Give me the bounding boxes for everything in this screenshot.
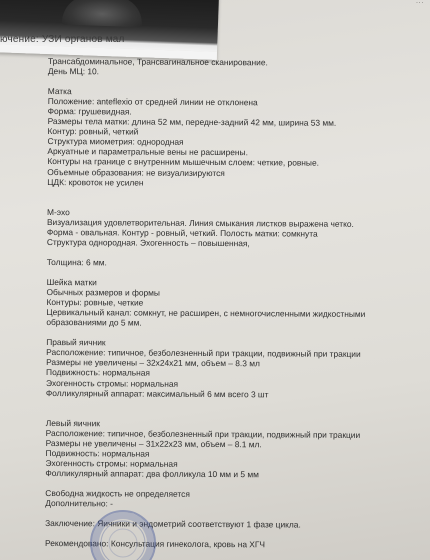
report-line: Форма - овальная. Контур - ровный, четкий. Полость матки: сомкнута	[46, 226, 318, 239]
report-line: Дополнительно: -	[45, 498, 114, 509]
report-line: Положение: anteflexio от средней линии не отклонена	[47, 96, 258, 108]
report-line: Рекомендовано: Консультация гинеколога, кровь на ХГЧ	[44, 538, 266, 550]
report-line: Трансабдоминальное, Трансвагинальное сканирование.	[47, 56, 268, 68]
report-line: Контуры на границе с внутренним мышечным слоем: четкие, ровные.	[47, 156, 319, 169]
report-line: образованиями до 5 мм.	[46, 317, 142, 328]
report-line: Фолликулярный аппарат: два фолликула 10 мм и 5 мм	[45, 467, 259, 480]
report-line: Контур: ровный, четкий	[47, 126, 139, 137]
report-line: Подвижность: нормальная	[45, 447, 150, 459]
report-line: День МЦ: 10.	[47, 66, 100, 77]
report-line: Правый яичник	[46, 337, 106, 348]
report-title: ючение: УЗИ органов мал	[0, 34, 125, 45]
report-line: Подвижность: нормальная	[46, 367, 150, 379]
report-line: Объемные образования: не визуализируются	[47, 166, 225, 178]
clinic-stamp	[90, 510, 156, 560]
report-line: ЦДК: кровоток не усилен	[47, 176, 144, 188]
report-line: Свободна жидкость не определяется	[45, 488, 190, 499]
stamp-icon	[92, 512, 154, 560]
report-line: Форма: грушевидная.	[47, 106, 132, 117]
report-line: Контуры: ровные, четкие	[46, 297, 144, 308]
report-line: Фолликулярный аппарат: максимальный 6 мм всего 3 шт	[45, 387, 269, 399]
report-line: Обычных размеров и формы	[46, 287, 161, 298]
report-line: Расположение: типичное, безболезненный при тракции, подвижный при тракции	[45, 427, 361, 440]
report-line: Размеры не увеличены – 32x24x21 мм, объем – 8.3 мл	[46, 357, 260, 369]
report-line: Структура однородная. Эхогенность – повышенная,	[46, 236, 250, 249]
report-line: Аркуатные и параметральные вены не расширены.	[47, 146, 248, 158]
report-line: Визуализация удовлетворительная. Линия смыкания листков выражена четко.	[46, 216, 354, 229]
header-text: ...	[415, 0, 424, 5]
report-line: Эхогенность стромы: нормальная	[45, 457, 178, 469]
report-line: Толщина: 6 мм.	[46, 256, 107, 268]
ultrasound-photo	[0, 0, 219, 60]
report-line: Матка	[47, 86, 72, 97]
report-line: Шейка матки	[46, 277, 97, 288]
ultrasound-scan-image	[62, 0, 143, 27]
report-line: М-эхо	[47, 206, 70, 217]
report-line: Левый яичник	[45, 417, 100, 429]
report-body	[45, 56, 430, 551]
report-line: Структура миометрия: однородная	[47, 136, 184, 148]
report-line: Размеры не увеличены – 31x22x23 мм, объем – 8.1 мл.	[45, 437, 262, 450]
report-line: Эхогенность стромы: нормальная	[45, 377, 179, 389]
report-line: Цервикальный канал: сомкнут, не расширен, с немногочисленными жидкостными	[46, 307, 366, 320]
report-line: Расположение: типичное, безболезненный при тракции, подвижный при тракции	[46, 347, 361, 360]
report-line: Размеры тела матки: длина 52 мм, передне-задний 42 мм, ширина 53 мм.	[47, 116, 337, 129]
report-line: Заключение: Яичники и эндометрий соответствуют 1 фазе цикла.	[45, 518, 301, 530]
